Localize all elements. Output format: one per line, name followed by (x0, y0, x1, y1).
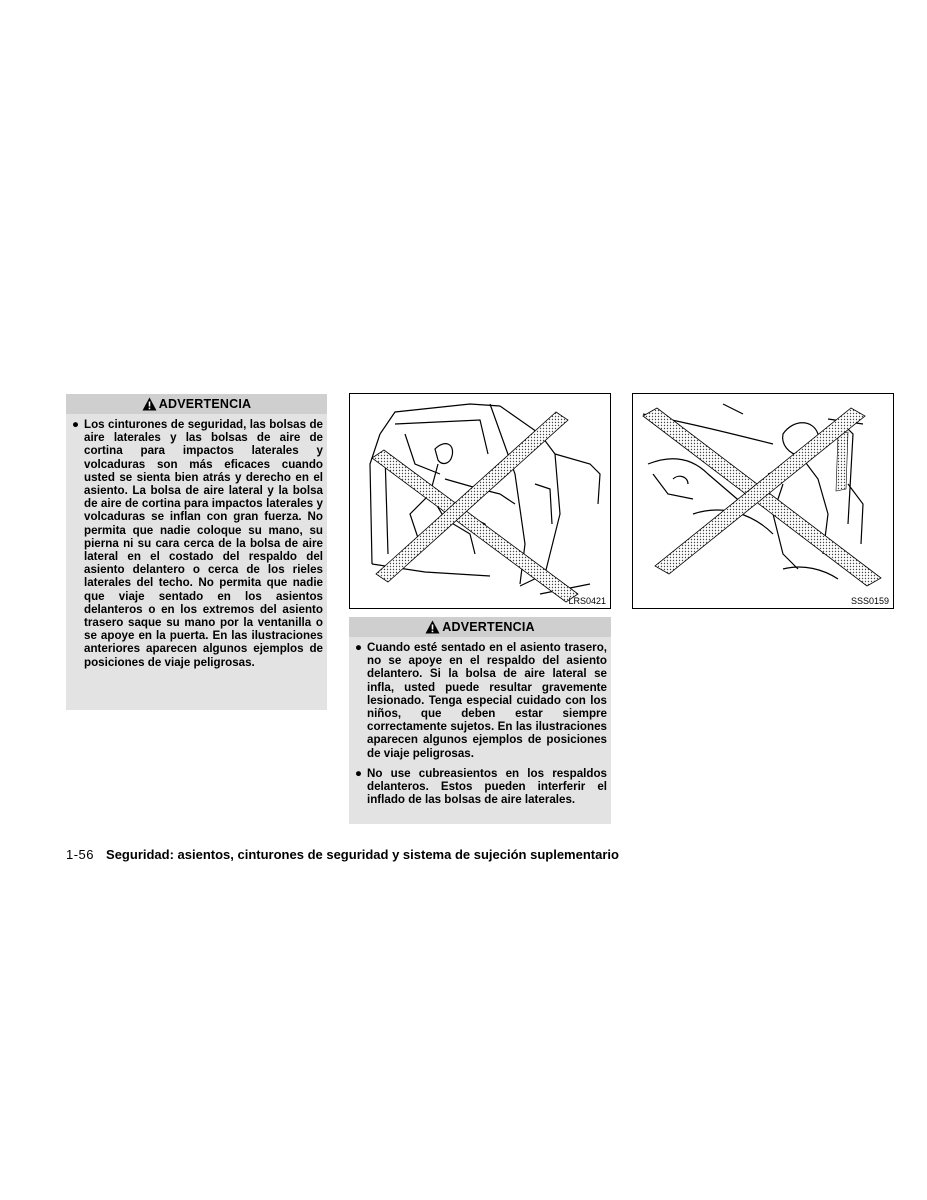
bullet-icon: ● (355, 641, 363, 654)
warning-header (349, 617, 611, 637)
figure-code: SSS0159 (850, 596, 889, 606)
warning-text: Los cinturones de seguridad, las bolsas de aire laterales y las bolsas de aire de cortina para impactos laterales y volcaduras son más eficaces cuando usted se sienta bien atrás y derecho en el asiento. La bolsa de aire lateral y la bolsa de aire de cortina para impactos laterales y volcaduras se inflan con gran fuerza. No permita que nadie coloque su mano, su pierna ni su cara cerca de la bolsa de aire lateral en el costado del respaldo del asiento delantero o cerca de los rieles laterales del techo. No permita que nadie que viaje sentado en los asientos delanteros o en los extremos del asiento trasero saque su mano por la ventanilla o se apoye en la puerta. En las ilustraciones anteriores aparecen algunos ejemplos de posiciones de viaje peligrosas. (84, 418, 323, 669)
warning-box-left (66, 394, 327, 710)
list-item (353, 767, 607, 807)
page-footer (66, 847, 619, 862)
list-item (353, 641, 607, 760)
truck-door-illustration (350, 394, 610, 608)
seated-passenger-illustration (633, 394, 893, 608)
warning-title: ADVERTENCIA (442, 620, 535, 634)
warning-triangle-icon (425, 620, 440, 634)
warning-title: ADVERTENCIA (158, 397, 252, 411)
illustration-rear-passenger (349, 393, 611, 609)
warning-text: No use cubreasientos en los respaldos delanteros. Estos pueden interferir el inflado de las bolsas de aire laterales. (367, 766, 607, 807)
section-title: Seguridad: asientos, cinturones de seguridad y sistema de sujeción suplementario (106, 847, 619, 862)
warning-text: Cuando esté sentado en el asiento trasero, no se apoye en el respaldo del asiento delantero. Si la bolsa de aire lateral se infla, usted puede resultar gravemente lesionado. Tenga especial cuidado con los niños, que deben estar siempre correctamente sujetos. En las ilustraciones aparecen algunos ejemplos de posiciones de viaje peligrosas. (367, 641, 607, 760)
illustration-front-passenger (632, 393, 894, 609)
page-number: 1-56 (66, 847, 95, 862)
bullet-icon: ● (72, 418, 80, 431)
warning-triangle-icon (142, 397, 157, 411)
warning-box-right (349, 617, 611, 824)
bullet-icon: ● (355, 766, 363, 780)
figure-code: LRS0421 (568, 596, 606, 606)
list-item (70, 418, 323, 669)
warning-header (66, 394, 327, 414)
